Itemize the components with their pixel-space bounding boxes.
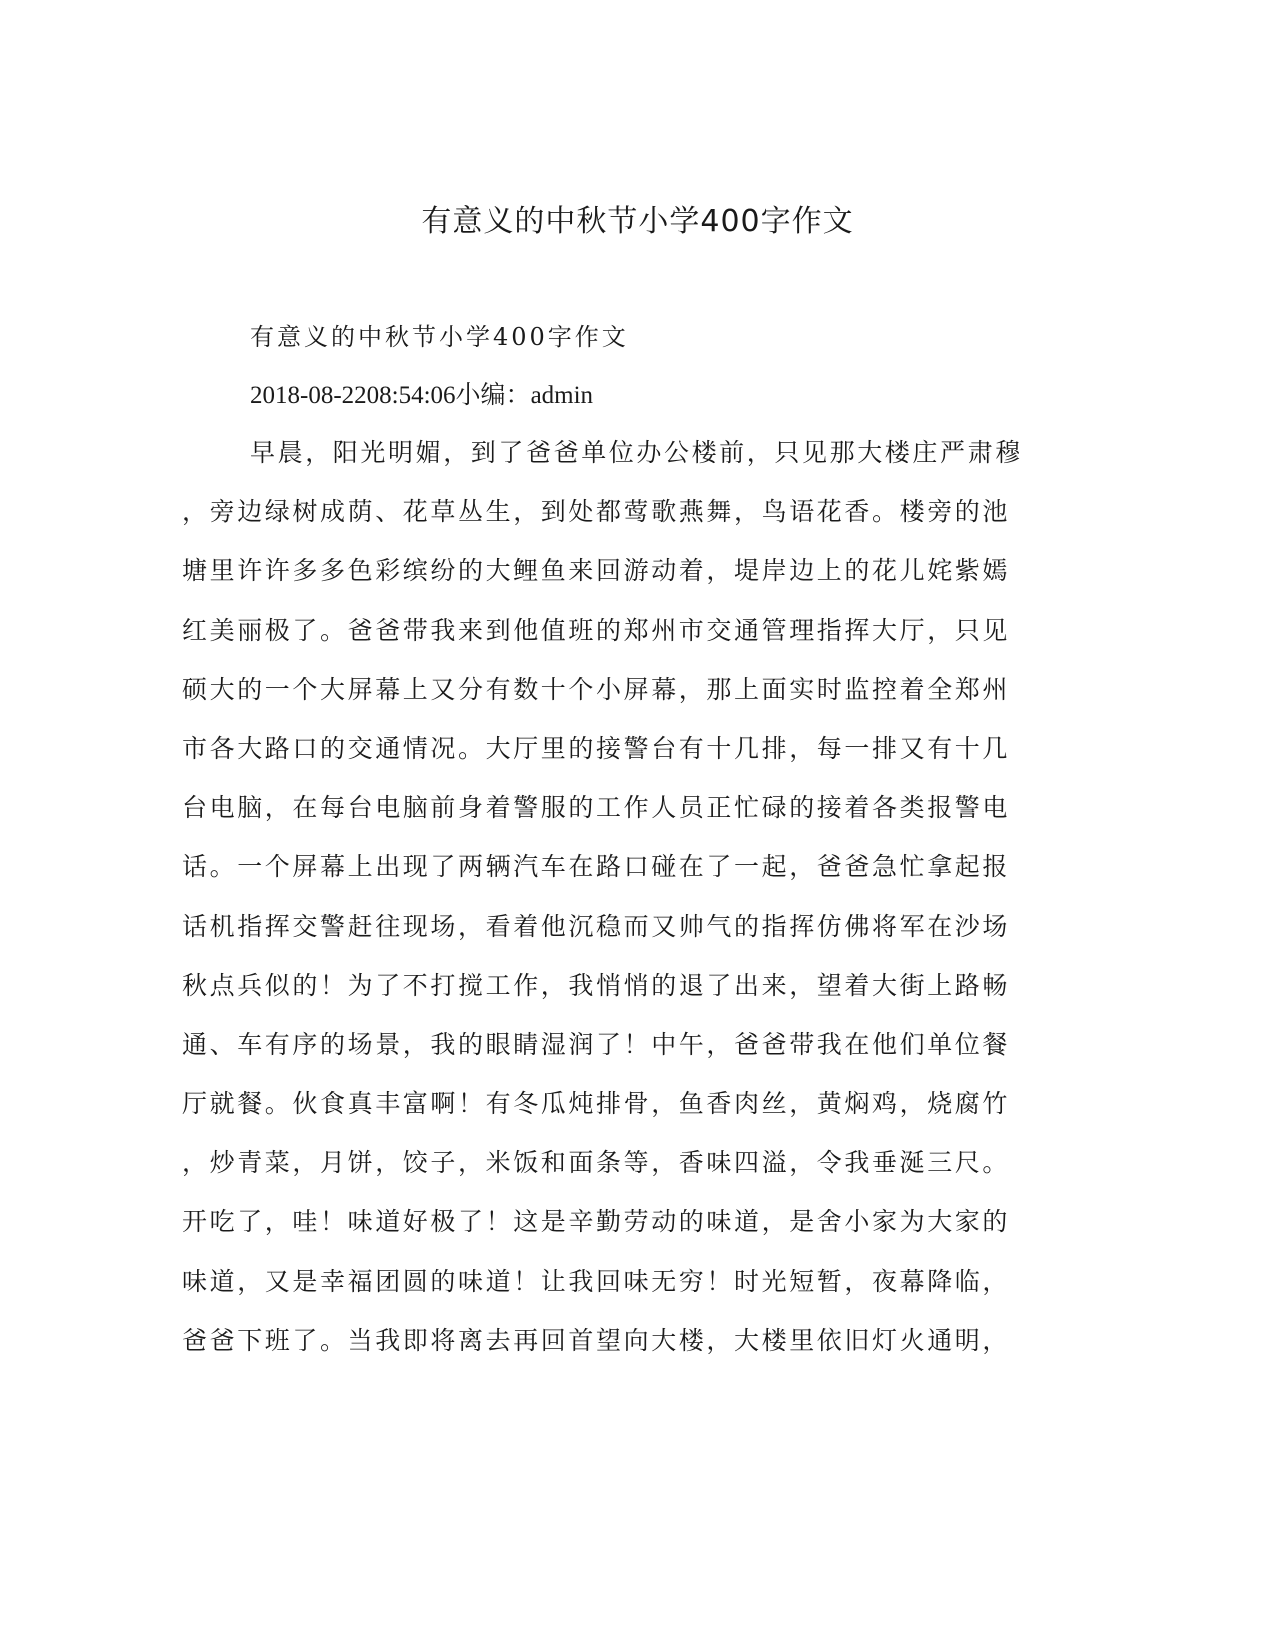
body-line: 红美丽极了。爸爸带我来到他值班的郑州市交通管理指挥大厅，只见 [182,615,1011,645]
article-meta [250,378,593,414]
body-line: 硕大的一个大屏幕上又分有数十个小屏幕，那上面实时监控着全郑州 [182,674,1011,704]
body-line: 厅就餐。伙食真丰富啊！有冬瓜炖排骨，鱼香肉丝，黄焖鸡，烧腐竹 [182,1089,1011,1119]
body-line: 秋点兵似的！为了不打搅工作，我悄悄的退了出来，望着大街上路畅 [182,970,1011,1000]
body-line: 市各大路口的交通情况。大厅里的接警台有十几排，每一排又有十几 [182,733,1011,763]
body-line: 味道，又是幸福团圆的味道！让我回味无穷！时光短暂，夜幕降临， [182,1266,1011,1296]
body-line: ，旁边绿树成荫、花草丛生，到处都莺歌燕舞，鸟语花香。楼旁的池 [182,497,1011,527]
body-line: 通、车有序的场景，我的眼睛湿润了！中午，爸爸带我在他们单位餐 [182,1029,1011,1059]
body-line: ，炒青菜，月饼，饺子，米饭和面条等，香味四溢，令我垂涎三尺。 [182,1148,1011,1178]
body-line: 台电脑，在每台电脑前身着警服的工作人员正忙碌的接着各类报警电 [182,793,1011,823]
body-line: 话。一个屏幕上出现了两辆汽车在路口碰在了一起，爸爸急忙拿起报 [182,852,1011,882]
document-title: 有意义的中秋节小学400字作文 [421,204,854,239]
article-subtitle: 有意义的中秋节小学400字作文 [250,323,629,351]
body-line: 话机指挥交警赶往现场，看着他沉稳而又帅气的指挥仿佛将军在沙场 [182,911,1011,941]
body-line: 爸爸下班了。当我即将离去再回首望向大楼，大楼里依旧灯火通明， [182,1325,1011,1355]
body-line: 开吃了，哇！味道好极了！这是辛勤劳动的味道，是舍小家为大家的 [182,1207,1011,1237]
body-line: 早晨，阳光明媚，到了爸爸单位办公楼前，只见那大楼庄严肃穆 [250,438,1023,467]
publish-timestamp: 2018-08-2208:54:06 [250,382,456,409]
article-body [182,435,1102,1382]
body-line: 塘里许许多多色彩缤纷的大鲤鱼来回游动着，堤岸边上的花儿姹紫嫣 [182,556,1011,586]
editor-name: admin [530,382,594,409]
editor-label: 小编： [455,382,531,409]
